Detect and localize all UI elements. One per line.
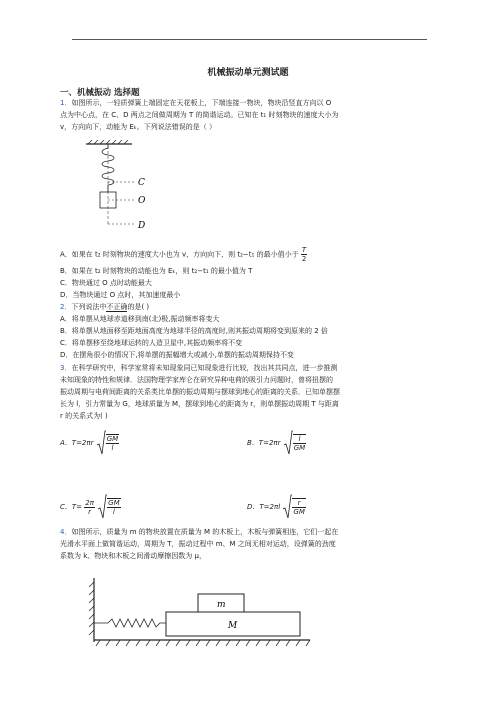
q3-text-4: 长为 l，引力常量为 G，地球质量为 M，摆球到地心的距离为 r，则单摆振动周期 T 与距离	[60, 400, 339, 408]
spring-block-figure	[88, 578, 314, 650]
page-title: 机械振动单元测试题	[207, 68, 289, 78]
q2-stem-post: 的是( )	[127, 303, 150, 311]
q4-number: 4．	[60, 528, 72, 536]
header-rule	[72, 39, 427, 40]
q2-option-a: A．将单摆从地球赤道移到南(北)极,振动频率将变大	[60, 315, 220, 323]
fraction-denominator: l	[112, 508, 115, 516]
q3-text-1: 在科学研究中，科学家常将未知现象同已知现象进行比较，找出其共同点，进一步推测	[71, 364, 338, 372]
q3-text-2: 未知现象的特性和规律．法国物理学家库仑在研究异种电荷的吸引力问题时，曾将扭摆的	[60, 376, 333, 384]
fraction-denominator: 2	[301, 255, 307, 263]
q1-line-1	[60, 98, 331, 108]
q1-option-c: C．物块通过 O 点时动能最大	[60, 279, 152, 287]
q1-text-1: 如图所示，一轻质弹簧上端固定在天花板上，下端连接一物块，物块沿竖直方向以 O	[71, 99, 332, 107]
q3-option-a-fraction	[106, 434, 119, 452]
q1-text-2: 点为中心点，在 C、D 两点之间做周期为 T 的简谐运动。已知在 t₁ 时刻物块的速度大小为	[60, 111, 339, 119]
q1-text-3: v，方向向下，动能为 Eₖ。下列说法错误的是（ ）	[60, 123, 216, 131]
q4-text-1: 如图所示，质量为 m 的物块放置在质量为 M 的木板上，木板与弹簧相连，它们一起在	[71, 528, 339, 536]
q4-text-3: 系数为 k、物块和木板之间滑动摩擦因数为 μ，	[60, 552, 206, 560]
fig-label-o: O	[138, 196, 146, 206]
fraction-numerator: T	[301, 246, 307, 254]
q3-option-d-fraction	[292, 498, 305, 516]
q3-line-1	[60, 363, 337, 373]
q2-stem	[60, 302, 149, 312]
q4-line-1	[60, 527, 338, 537]
q1-option-a-fraction	[301, 246, 307, 263]
fig-label-m: m	[217, 600, 226, 610]
q3-text-3: 振动周期与电荷间距离的关系类比单摆的振动周期与摆球到地心的距离的关系．已知单摆摆	[60, 388, 340, 396]
q3-option-c-text: C．T=	[60, 503, 83, 511]
sqrt-sign	[97, 494, 107, 520]
fraction-numerator: r	[292, 499, 305, 508]
q3-option-b-fraction	[293, 434, 306, 452]
q1-option-d: D．当物块通过 O 点时，其加速度最小	[60, 291, 181, 299]
fraction-denominator: GM	[293, 444, 306, 452]
sqrt-sign	[96, 430, 106, 456]
q3-option-d-text: D．T=2πl	[247, 503, 281, 511]
q3-number: 3．	[60, 364, 72, 372]
q1-option-a	[60, 246, 307, 263]
fraction-numerator: GM	[108, 499, 120, 507]
q3-option-c-fraction	[107, 498, 120, 516]
q3-text-5: r 的关系式为( )	[60, 412, 108, 420]
sqrt-sign	[282, 494, 292, 520]
fraction-numerator: GM	[106, 435, 119, 443]
q3-option-d	[247, 494, 306, 520]
fraction-numerator: l	[293, 435, 306, 444]
q2-option-b: B．将单摆从地面移至距地面高度为地球半径的高度时,则其振动周期将变到原来的 2 倍	[60, 327, 328, 335]
q3-option-c	[60, 494, 121, 520]
q3-option-a-text: A．T=2πr	[60, 439, 94, 447]
fraction-denominator: r	[88, 507, 92, 516]
fig-label-c: C	[138, 178, 145, 188]
q2-number: 2．	[60, 303, 72, 311]
q2-option-c: C．将单摆移至绕地球运转的人造卫星中,其振动频率将不变	[60, 339, 243, 347]
q1-number: 1．	[60, 99, 72, 107]
q3-option-a	[60, 430, 119, 456]
fig-label-d: D	[138, 221, 146, 231]
fraction-denominator: l	[111, 444, 114, 452]
q2-option-d: D．在摆角很小的情况下,将单摆的振幅增大或减小,单摆的振动周期保持不变	[60, 351, 294, 359]
q1-option-b: B．如果在 t₂ 时刻物块的动能也为 Eₖ，则 t₂−t₁ 的最小值为 T	[60, 267, 253, 275]
sqrt-sign	[283, 430, 293, 456]
spring-figure	[86, 140, 166, 232]
q4-text-2: 光滑水平面上做简谐运动，周期为 T，振动过程中 m、M 之间无相对运动，设弹簧的劲度	[60, 540, 336, 548]
fig-label-M: M	[228, 621, 238, 631]
q2-stem-underlined: 不正确	[106, 303, 128, 311]
fraction-denominator: GM	[293, 508, 305, 516]
section-heading: 一、机械振动 选择题	[60, 88, 140, 98]
q3-option-c-coefficient	[84, 499, 95, 516]
q3-option-b-text: B．T=2πr	[247, 439, 281, 447]
q3-option-b	[247, 430, 306, 456]
fraction-numerator: 2π	[85, 498, 94, 507]
q2-stem-pre: 下列说法中	[71, 303, 107, 311]
q1-option-a-text: A．如果在 t₂ 时刻物块的速度大小也为 v，方向向下，则 t₂−t₁ 的最小值小于	[60, 250, 299, 259]
